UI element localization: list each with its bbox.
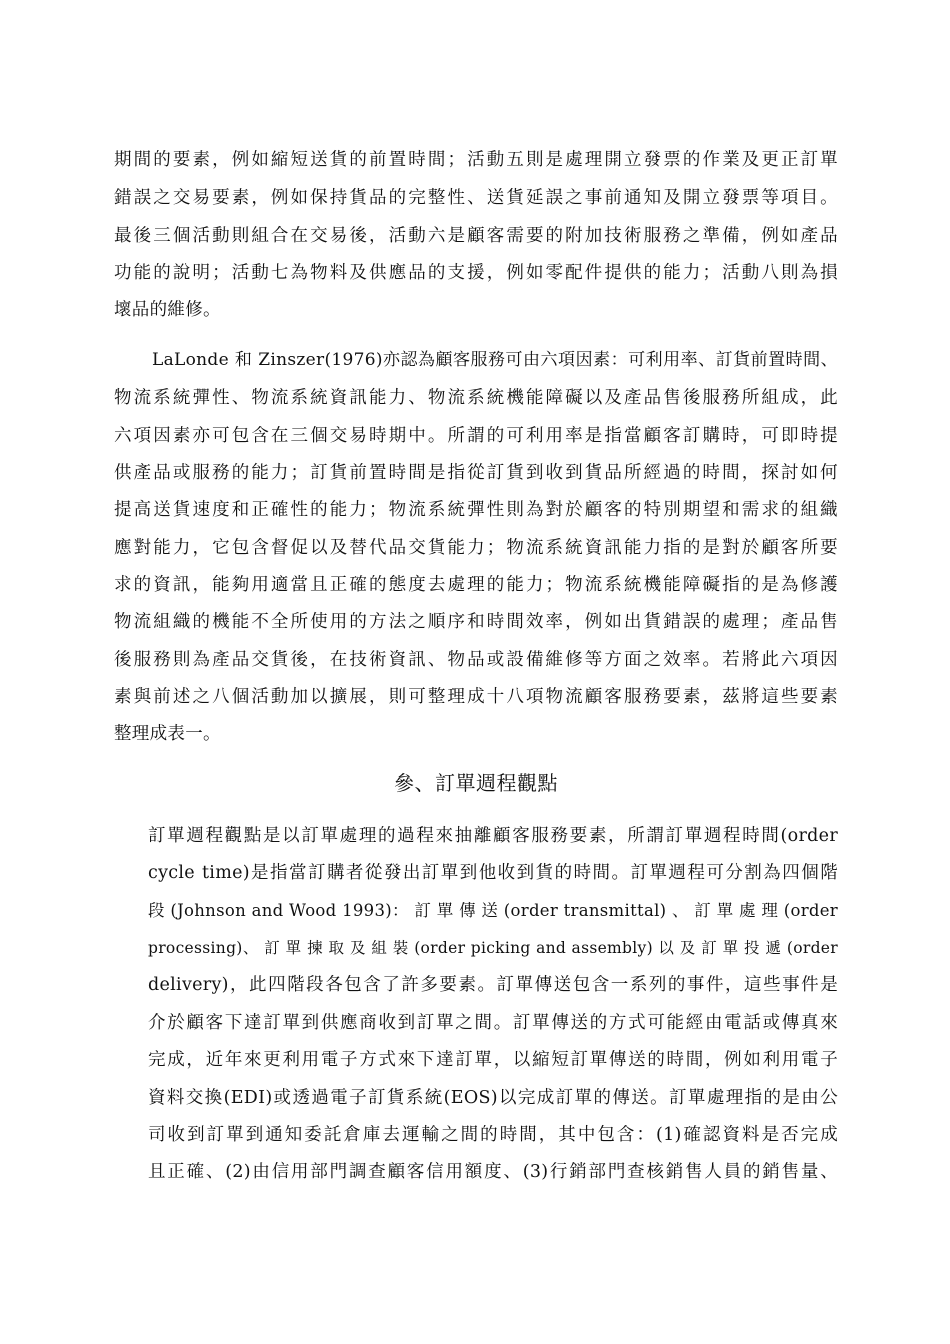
text-line: processing)、 訂 單 揀 取 及 組 裝 (order picking and assembly) 以 及 訂 單 投 遞 (order xyxy=(148,939,838,957)
text-line: 期間的要素，例如縮短送貨的前置時間；活動五則是處理開立發票的作業及更正訂單 xyxy=(114,150,838,170)
text-line: cycle time)是指當訂購者從發出訂單到他收到貨的時間。訂單週程可分割為四個階 xyxy=(148,863,838,883)
text-line: 最後三個活動則組合在交易後，活動六是顧客需要的附加技術服務之準備，例如產品 xyxy=(114,226,838,246)
text-line: 物流系統彈性、物流系統資訊能力、物流系統機能障礙以及產品售後服務所組成，此 xyxy=(114,388,838,408)
text-line: 功能的說明；活動七為物料及供應品的支援，例如零配件提供的能力；活動八則為損 xyxy=(114,263,838,283)
text-line: 介於顧客下達訂單到供應商收到訂單之間。訂單傳送的方式可能經由電話或傳真來 xyxy=(148,1013,838,1033)
text-line: 求的資訊，能夠用適當且正確的態度去處理的能力；物流系統機能障礙指的是為修護 xyxy=(114,575,838,595)
text-line: 完成，近年來更利用電子方式來下達訂單，以縮短訂單傳送的時間，例如利用電子 xyxy=(148,1050,838,1070)
text-line: 司收到訂單到通知委託倉庫去運輸之間的時間，其中包含：(1)確認資料是否完成 xyxy=(148,1125,838,1145)
text-line: 且正確、(2)由信用部門調查顧客信用額度、(3)行銷部門查核銷售人員的銷售量、 xyxy=(148,1162,838,1182)
text-line: 整理成表一。 xyxy=(114,724,221,744)
text-line: 六項因素亦可包含在三個交易時期中。所謂的可利用率是指當顧客訂購時，可即時提 xyxy=(114,426,838,446)
section-heading: 參、訂單週程觀點 xyxy=(394,771,558,795)
text-line: 錯誤之交易要素，例如保持貨品的完整性、送貨延誤之事前通知及開立發票等項目。 xyxy=(114,188,838,208)
text-line: 物流組織的機能不全所使用的方法之順序和時間效率，例如出貨錯誤的處理；產品售 xyxy=(114,612,838,632)
text-line: 素與前述之八個活動加以擴展，則可整理成十八項物流顧客服務要素，茲將這些要素 xyxy=(114,687,838,707)
text-line: 壞品的維修。 xyxy=(114,300,221,320)
text-line: 提高送貨速度和正確性的能力；物流系統彈性則為對於顧客的特別期望和需求的組織 xyxy=(114,500,838,520)
text-line: 訂單週程觀點是以訂單處理的過程來抽離顧客服務要素，所謂訂單週程時間(order xyxy=(148,826,838,846)
text-line: 資料交換(EDI)或透過電子訂貨系統(EOS)以完成訂單的傳送。訂單處理指的是由公 xyxy=(148,1088,838,1108)
text-line: 供產品或服務的能力；訂貨前置時間是指從訂貨到收到貨品所經過的時間，探討如何 xyxy=(114,463,838,483)
text-line: LaLonde 和 Zinszer(1976)亦認為顧客服務可由六項因素：可利用率、訂貨前置時間、 xyxy=(152,350,838,370)
text-line: 後服務則為產品交貨後，在技術資訊、物品或設備維修等方面之效率。若將此六項因 xyxy=(114,650,838,670)
text-line: delivery)，此四階段各包含了許多要素。訂單傳送包含一系列的事件，這些事件是 xyxy=(148,975,838,995)
text-line: 段 (Johnson and Wood 1993)： 訂 單 傳 送 (order transmittal) 、 訂 單 處 理 (order xyxy=(148,901,838,920)
text-line: 應對能力，它包含督促以及替代品交貨能力；物流系統資訊能力指的是對於顧客所要 xyxy=(114,538,838,558)
